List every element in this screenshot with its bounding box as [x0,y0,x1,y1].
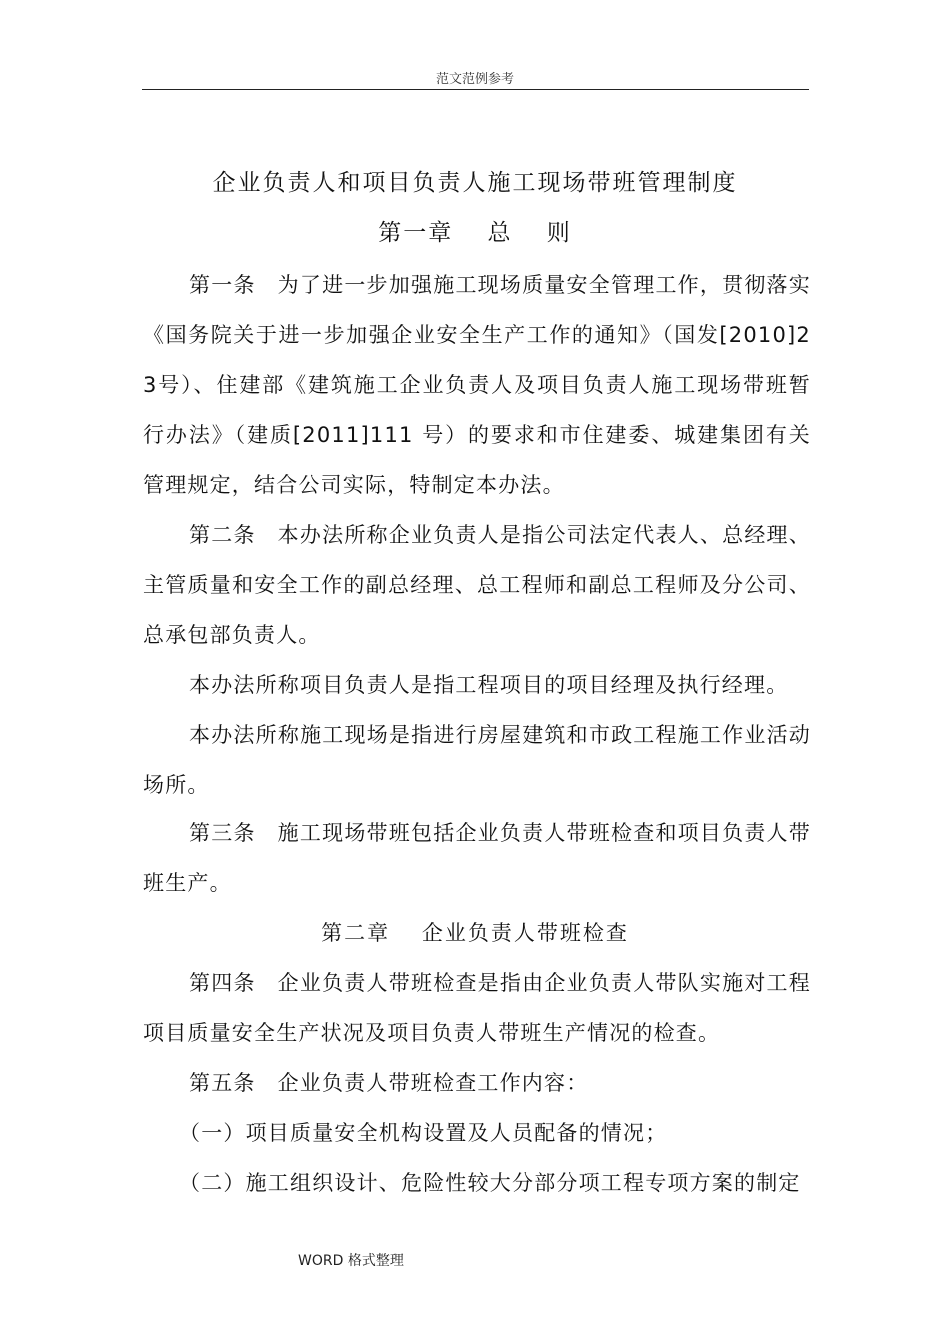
article-4 [143,958,811,1058]
paragraph-project-leader: 本办法所称项目负责人是指工程项目的项目经理及执行经理。 [189,673,789,697]
article-2-label: 第二条 [189,523,256,547]
chapter-2-heading: 第二章 企业负责人带班检查 [321,921,629,945]
header-rule [142,89,809,90]
page-footer: WORD 格式整理 [298,1253,404,1269]
article-5 [143,1058,811,1108]
article-2 [143,510,811,660]
page-header: 范文范例参考 [435,72,514,87]
article-4-label: 第四条 [189,971,256,995]
article-1 [143,260,811,510]
article-3-text: 施工现场带班包括企业负责人带班检查和项目负责人带班生产。 [143,821,811,895]
list-item-1: （一）项目质量安全机构设置及人员配备的情况； [179,1121,668,1145]
article-3 [143,808,811,908]
article-4-text: 企业负责人带班检查是指由企业负责人带队实施对工程项目质量安全生产状况及项目负责人带班生产情况的检查。 [143,971,811,1045]
document-title: 企业负责人和项目负责人施工现场带班管理制度 [212,170,738,196]
article-1-label: 第一条 [189,273,256,297]
article-2-text: 本办法所称企业负责人是指公司法定代表人、总经理、主管质量和安全工作的副总经理、总工程师和副总工程师及分公司、总承包部负责人。 [143,523,811,647]
list-item-2: （二）施工组织设计、危险性较大分部分项工程专项方案的制定 [179,1171,801,1195]
article-1-text: 为了进一步加强施工现场质量安全管理工作，贯彻落实《国务院关于进一步加强企业安全生产工作的通知》（国发[2010]23号）、住建部《建筑施工企业负责人及项目负责人施工现场带班暂行办法》（建质[2011]111 号）的要求和市住建委、城建集团有关管理规定，结合公司实际，特制定本办法。 [143,273,811,497]
article-5-label: 第五条 [189,1071,256,1095]
paragraph-site: 本办法所称施工现场是指进行房屋建筑和市政工程施工作业活动场所。 [143,723,811,797]
chapter-1-heading: 第一章 总 则 [378,220,572,246]
article-3-label: 第三条 [189,821,256,845]
article-5-text: 企业负责人带班检查工作内容： [277,1071,589,1095]
